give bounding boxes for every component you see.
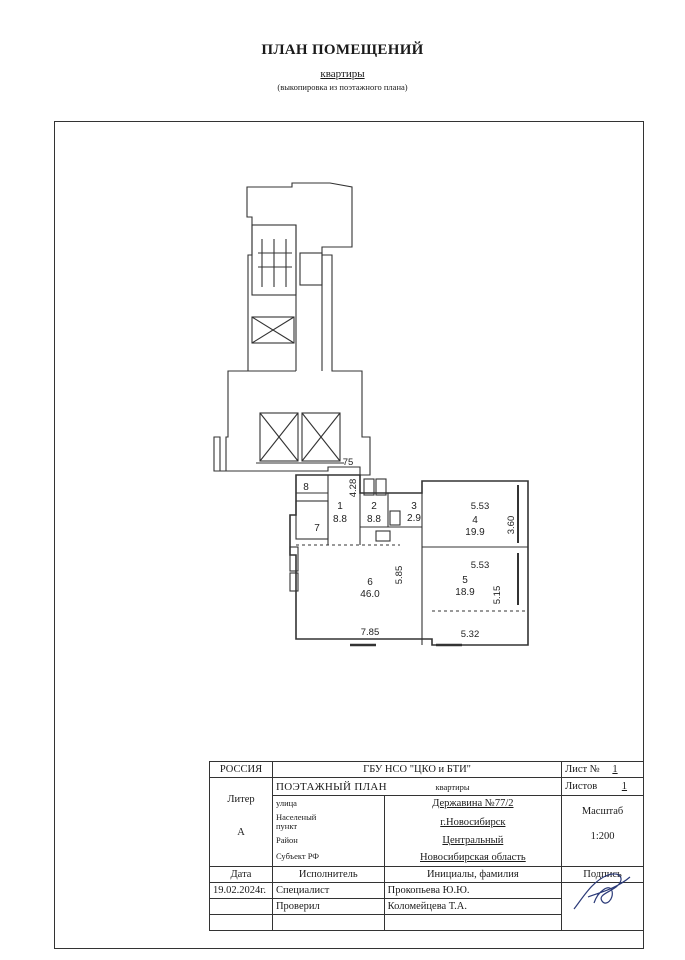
scale-cell [562, 796, 644, 867]
scale-label: Масштаб [581, 806, 624, 817]
room-6-area: 46.0 [360, 589, 380, 600]
room-4-area: 19.9 [465, 527, 485, 538]
room-5-area: 18.9 [455, 587, 475, 598]
room-3-num: 3 [411, 501, 417, 512]
dimension-labels [343, 457, 517, 640]
empty-cell-2 [272, 915, 384, 931]
street-value: Державина №77/2 [384, 796, 562, 812]
dim-lobby: 75 [342, 457, 354, 468]
page-subtitle: квартиры [320, 68, 365, 80]
room-1-area: 8.8 [333, 514, 347, 525]
dim-room4-width: 5.53 [470, 501, 490, 512]
plan-type: ПОЭТАЖНЫЙ ПЛАН [275, 780, 387, 793]
room-6-num: 6 [367, 577, 373, 588]
name-specialist: Прокопьева Ю.Ю. [384, 883, 562, 899]
dim-room5-depth: 5.15 [492, 585, 503, 605]
district-label: Район [272, 833, 384, 848]
initials-header: Инициалы, фамилия [384, 867, 562, 883]
date-header: Дата [210, 867, 273, 883]
floor-plan [200, 175, 540, 655]
page-note: (выкопировка из поэтажного плана) [277, 82, 408, 92]
room-7-box [296, 501, 328, 539]
role-specialist: Специалист [272, 883, 384, 899]
date-value: 19.02.2024г. [210, 883, 273, 899]
subject-label: Субъект РФ [272, 848, 384, 867]
core-outline [214, 183, 370, 475]
room-3-area: 2.9 [407, 513, 421, 524]
room-2-area: 8.8 [367, 514, 381, 525]
executor-header: Исполнитель [272, 867, 384, 883]
signature-scribble [568, 869, 638, 915]
dim-room6-bottom: 7.85 [360, 627, 380, 638]
sheets-count: Листов 1 [562, 778, 644, 796]
organization: ГБУ НСО "ЦКО и БТИ" [272, 762, 561, 778]
dim-room6-depth: 5.85 [394, 565, 405, 585]
signature-header: Подпись [562, 867, 644, 883]
room-4-num: 4 [472, 515, 478, 526]
room-8-num: 8 [303, 482, 309, 493]
title-block [209, 761, 644, 931]
plan-type-row [272, 778, 561, 796]
liter-label: Литер [227, 794, 255, 805]
room-1-num: 1 [337, 501, 343, 512]
scale-value: 1:200 [590, 831, 615, 842]
plan-object: квартиры [435, 781, 470, 792]
subject-value: Новосибирская область [384, 848, 562, 867]
shaft [300, 253, 322, 285]
sheet-number: Лист № 1 [562, 762, 644, 778]
liter-value: А [237, 827, 245, 838]
role-checker: Проверил [272, 899, 384, 915]
settlement-value: г.Новосибирск [384, 811, 562, 833]
dim-room5-width: 5.53 [470, 560, 490, 571]
room-5-num: 5 [462, 575, 468, 586]
empty-cell-1 [210, 915, 273, 931]
dim-hall-depth: 4.28 [348, 478, 359, 498]
date-empty [210, 899, 273, 915]
room-2-num: 2 [371, 501, 377, 512]
dim-room4-depth: 3.60 [506, 515, 517, 535]
dim-room5-bottom: 5.32 [460, 629, 480, 640]
empty-cell-3 [384, 915, 562, 931]
page-title: ПЛАН ПОМЕЩЕНИЙ [261, 42, 424, 58]
signature-cell [562, 883, 644, 931]
room-7-num: 7 [314, 523, 320, 534]
settlement-label: Населеный пункт [272, 811, 384, 833]
liter-cell [210, 778, 273, 867]
district-value: Центральный [384, 833, 562, 848]
country: РОССИЯ [210, 762, 273, 778]
name-checker: Коломейцева Т.А. [384, 899, 562, 915]
street-label: улица [272, 796, 384, 812]
